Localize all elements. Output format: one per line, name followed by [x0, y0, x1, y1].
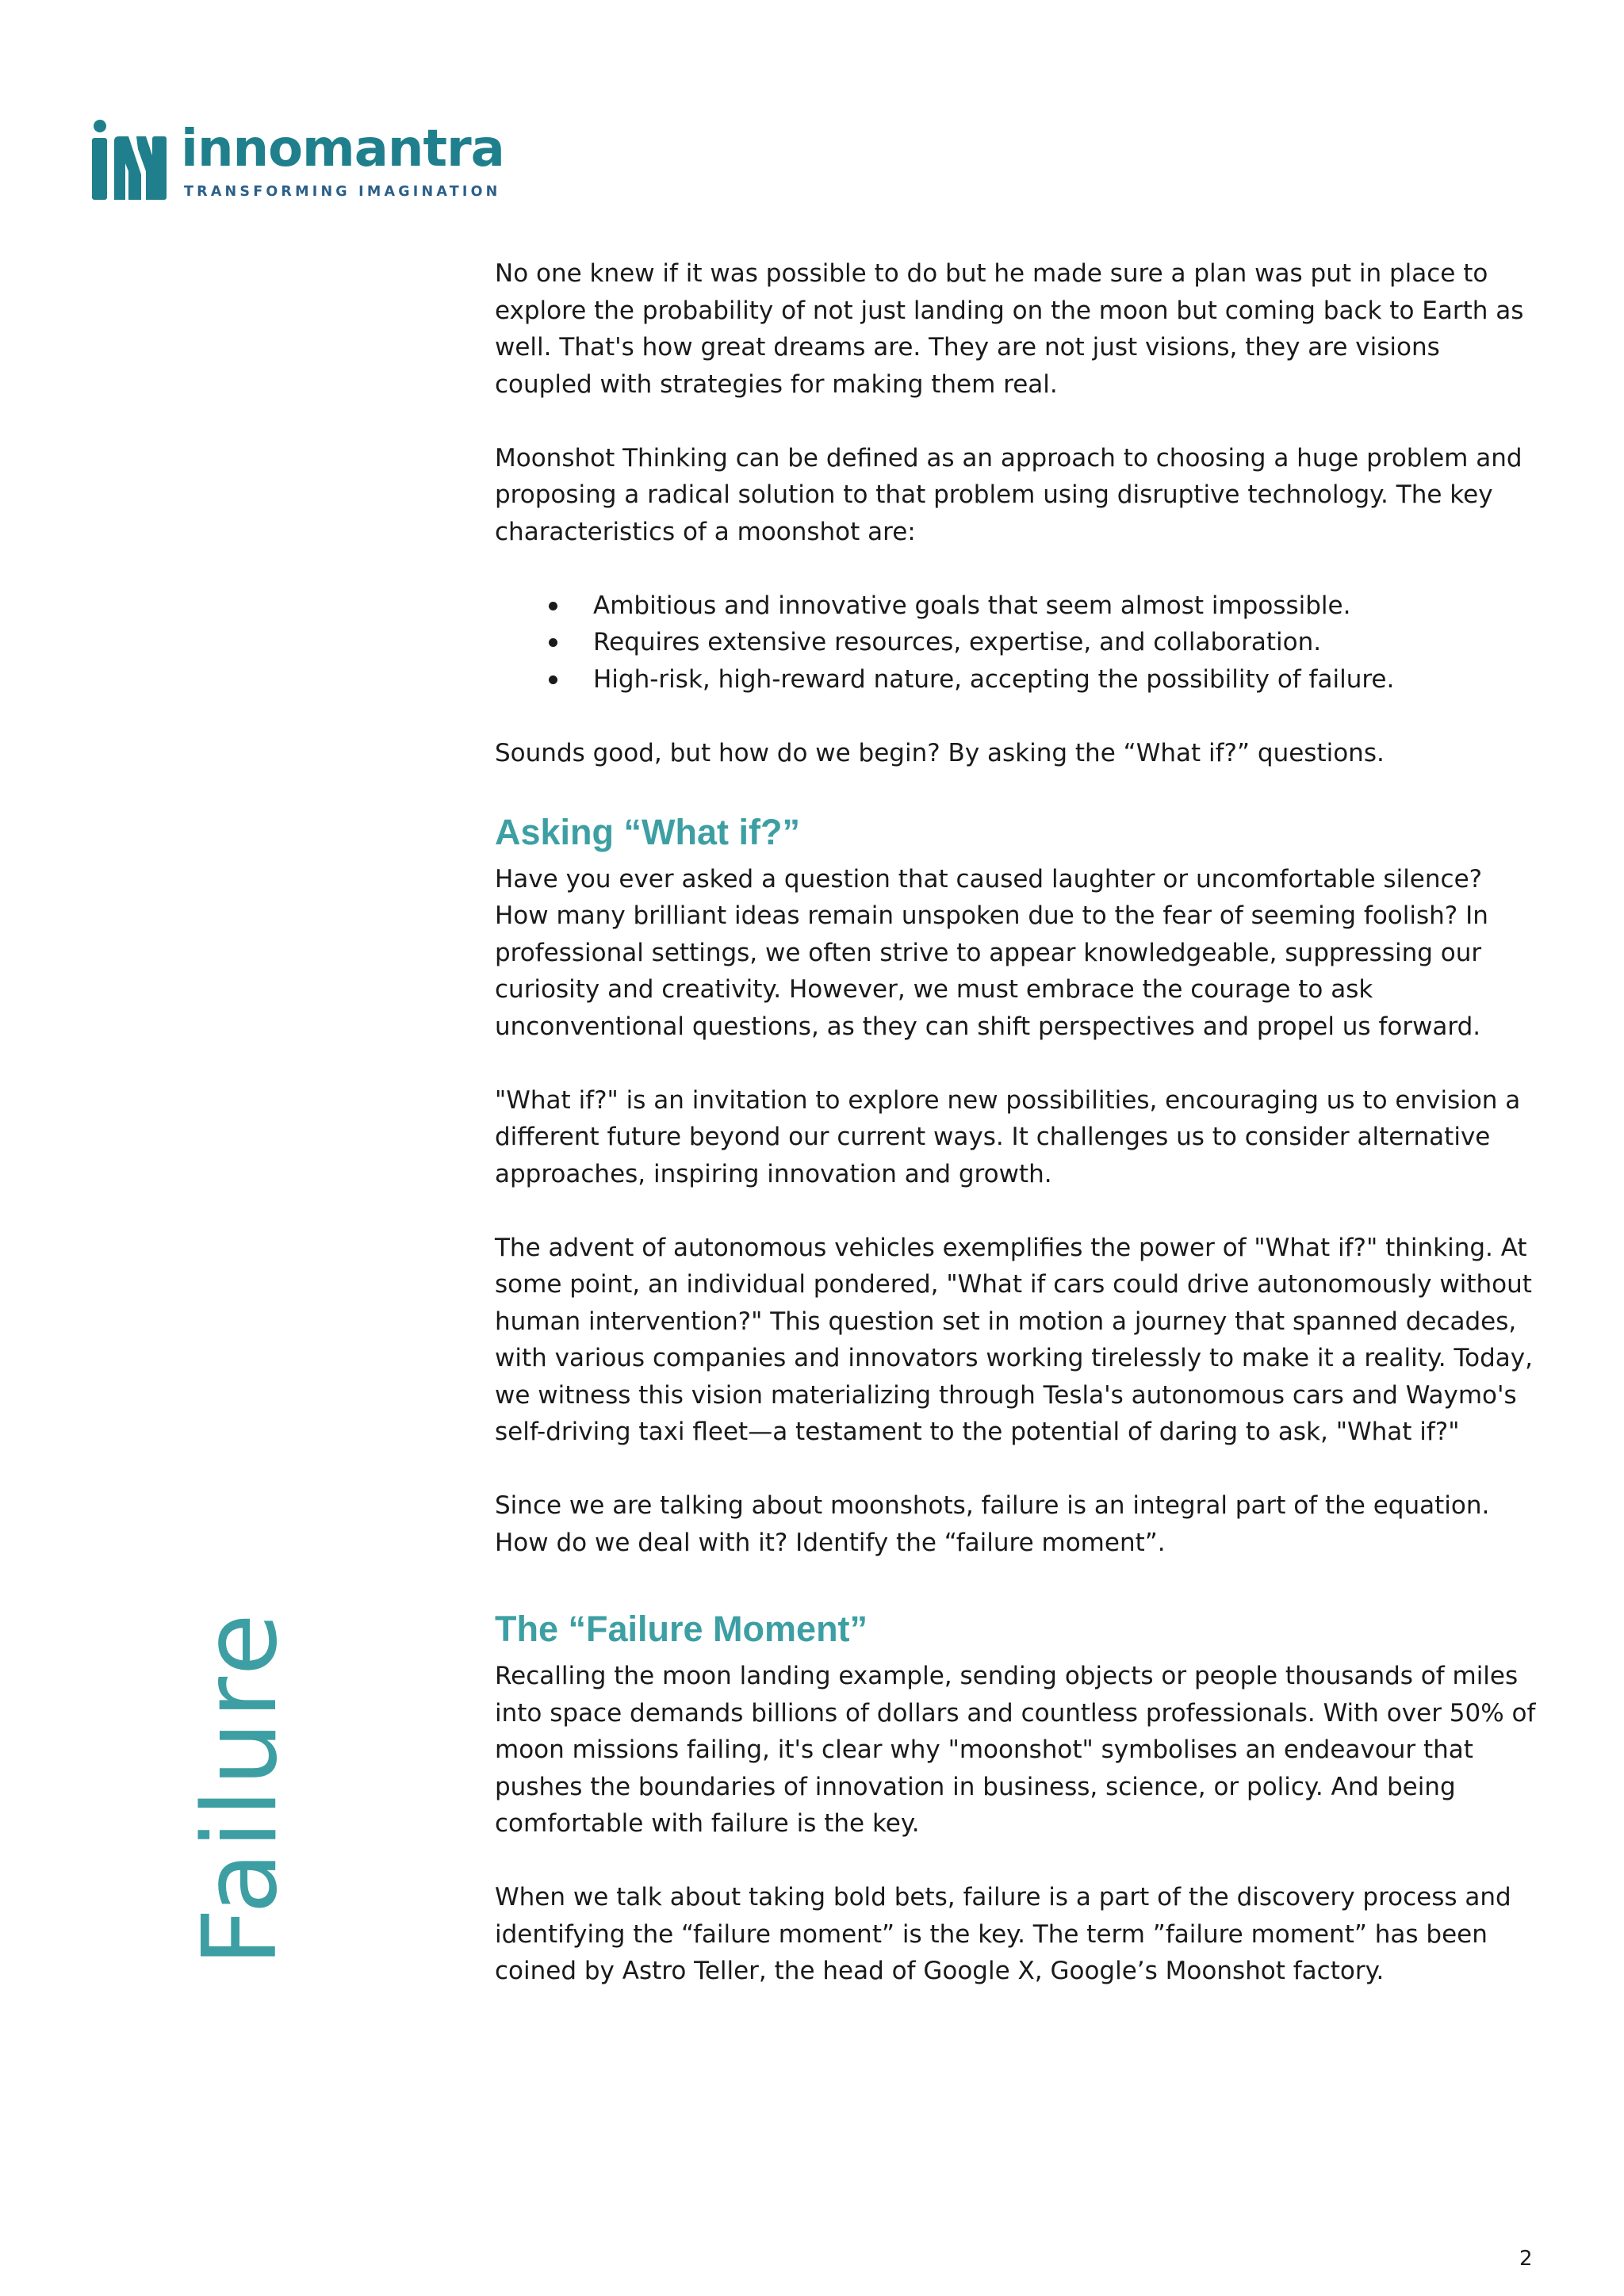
paragraph: No one knew if it was possible to do but he made sure a plan was put in place to explore the probability of not just landing on the moon but coming back to Earth as well. That's how great dreams are. They are not just visions, they are visions coupled with strategies for making them real. [495, 259, 1524, 399]
bullet-list [495, 587, 1542, 698]
sidebar-vertical-word: Failure [182, 1609, 300, 1966]
logo-name: innomantra [181, 120, 504, 178]
paragraph: Have you ever asked a question that caused laughter or uncomfortable silence? How many brilliant ideas remain unspoken due to the fear of seeming foolish? In professional settings, we often strive to appear knowledgeable, suppressing our curiosity and creativity. However, we must embrace the courage to ask unconventional questions, as they can shift perspectives and propel us forward. [495, 864, 1488, 1041]
paragraph: "What if?" is an invitation to explore new possibilities, encouraging us to envision a different future beyond our current ways. It challenges us to consider alternative approaches, inspiring innovation and growth. [495, 1085, 1521, 1188]
logo-tagline: TRANSFORMING IMAGINATION [184, 184, 501, 200]
list-item: High-risk, high-reward nature, accepting the possibility of failure. [593, 661, 1542, 698]
list-item: Requires extensive resources, expertise, and collaboration. [593, 624, 1542, 661]
paragraph: Since we are talking about moonshots, failure is an integral part of the equation. How do we deal with it? Identify the “failure moment”. [495, 1491, 1490, 1557]
logo-mark-icon [89, 119, 176, 206]
paragraph: The advent of autonomous vehicles exemplifies the power of "What if?" thinking. At some point, an individual pondered, "What if cars could drive autonomously without human intervention?" This question set in motion a journey that spanned decades, with various companies and innovators working tirelessly to make it a reality. Today, we witness this vision materializing through Tesla's autonomous cars and Waymo's self-driving taxi fleet—a testament to the potential of daring to ask, "What if?" [495, 1233, 1534, 1446]
main-content [495, 255, 1542, 2026]
paragraph: When we talk about taking bold bets, failure is a part of the discovery process and identifying the “failure moment” is the key. The term ”failure moment” has been coined by Astro Teller, the head of Google X, Google’s Moonshot factory. [495, 1883, 1511, 1985]
section-heading: The “Failure Moment” [495, 1609, 868, 1649]
page-number: 2 [1519, 2247, 1533, 2271]
list-item: Ambitious and innovative goals that seem almost impossible. [593, 587, 1542, 625]
company-logo [89, 119, 504, 206]
section-heading: Asking “What if?” [495, 811, 800, 852]
paragraph: Moonshot Thinking can be defined as an approach to choosing a huge problem and proposing a radical solution to that problem using disruptive technology. The key characteristics of a moonshot are: [495, 443, 1522, 546]
paragraph: Recalling the moon landing example, sending objects or people thousands of miles into space demands billions of dollars and countless professionals. With over 50% of moon missions failing, it's clear why "moonshot" symbolises an endeavour that pushes the boundaries of innovation in business, science, or policy. And being comfortable with failure is the key. [495, 1662, 1536, 1838]
paragraph: Sounds good, but how do we begin? By asking the “What if?” questions. [495, 738, 1385, 767]
